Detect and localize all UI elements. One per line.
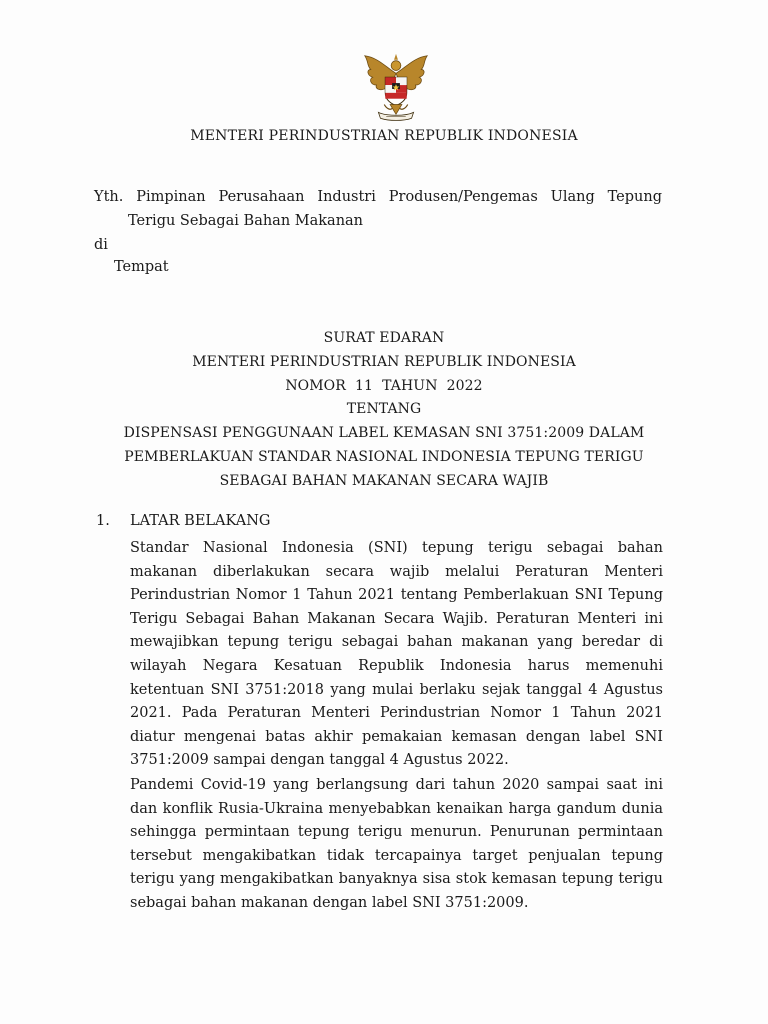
section-heading: LATAR BELAKANG (130, 513, 271, 529)
address-recipient-line-1: Yth. Pimpinan Perusahaan Industri Produsen/Pengemas Ulang Tepung (94, 189, 662, 205)
address-di: di (94, 237, 108, 253)
title-line: TENTANG (346, 401, 422, 418)
section-number: 1. (96, 513, 110, 529)
title-line: NOMOR 11 TAHUN 2022 (285, 377, 483, 394)
document-title (0, 327, 768, 494)
body-paragraph-2: Pandemi Covid-19 yang berlangsung dari tahun 2020 sampai saat ini dan konflik Rusia-Ukraina menyebabkan kenaikan harga gandum dunia sehingga permintaan tepung terigu menurun. Penurunan permintaan tersebut mengakibatkan tidak tercapainya target penjualan tepung terigu yang mengakibatkan banyaknya sisa stok kemasan tepung terigu sebagai bahan makanan dengan label SNI 3751:2009. (130, 777, 663, 911)
ministry-header: MENTERI PERINDUSTRIAN REPUBLIK INDONESIA (190, 128, 578, 144)
title-line: DISPENSASI PENGGUNAAN LABEL KEMASAN SNI 3751:2009 DALAM (123, 425, 645, 442)
title-line: PEMBERLAKUAN STANDAR NASIONAL INDONESIA TEPUNG TERIGU (124, 448, 644, 465)
title-line: SURAT EDARAN (323, 330, 445, 346)
body-paragraph-1: Standar Nasional Indonesia (SNI) tepung terigu sebagai bahan makanan diberlakukan secara wajib melalui Peraturan Menteri Perindustrian Nomor 1 Tahun 2021 tentang Pemberlakuan SNI Tepung Terigu Sebagai Bahan Makanan Secara Wajib. Peraturan Menteri ini mewajibkan tepung terigu sebagai bahan makanan yang beredar di wilayah Negara Kesatuan Republik Indonesia harus memenuhi ketentuan SNI 3751:2018 yang mulai berlaku sejak tanggal 4 Agustus 2021. Pada Peraturan Menteri Perindustrian Nomor 1 Tahun 2021 diatur mengenai batas akhir pemakaian kemasan dengan label SNI 3751:2009 sampai dengan tanggal 4 Agustus 2022. (130, 540, 663, 769)
title-line: SEBAGAI BAHAN MAKANAN SECARA WAJIB (219, 472, 549, 489)
address-tempat: Tempat (114, 259, 169, 275)
title-line: MENTERI PERINDUSTRIAN REPUBLIK INDONESIA (192, 353, 576, 370)
address-recipient-line-2: Terigu Sebagai Bahan Makanan (128, 213, 364, 229)
garuda-pancasila-emblem-icon (357, 48, 435, 126)
